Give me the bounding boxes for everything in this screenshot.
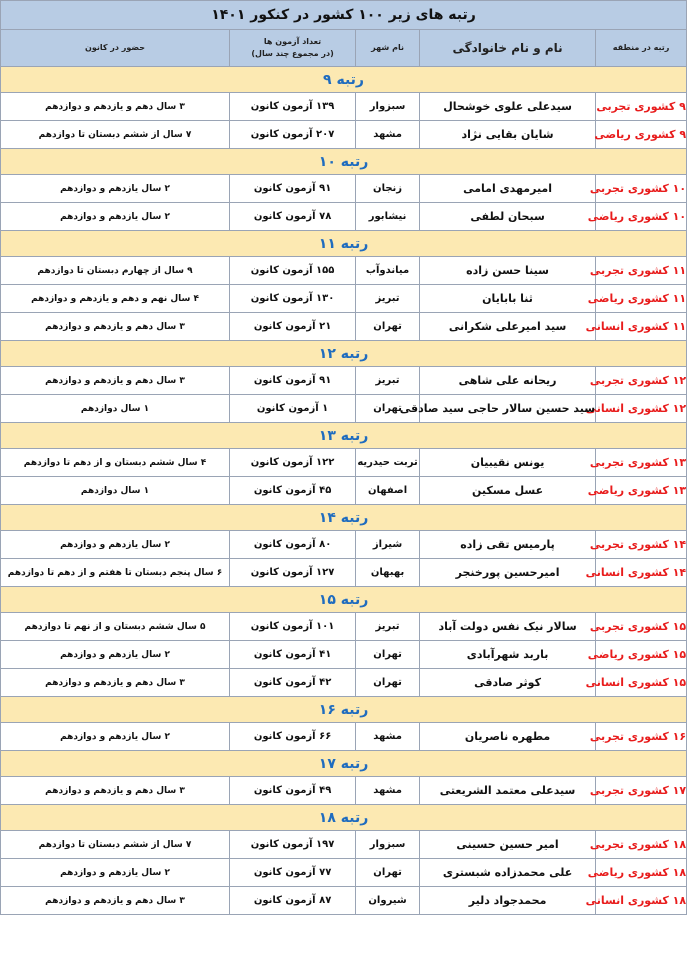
cell-region: ۱۳ کشوری تجربی xyxy=(596,449,687,477)
cell-name: امیر حسین حسینی xyxy=(420,831,596,859)
cell-city: سبزوار xyxy=(356,831,420,859)
rankings-table-body xyxy=(1,1,687,915)
cell-name: سالار نیک نفس دولت آباد xyxy=(420,613,596,641)
rank-group-label: رتبه ۱۳ xyxy=(1,423,687,449)
cell-name: عسل مسکین xyxy=(420,477,596,505)
table-row xyxy=(1,477,687,505)
cell-name: سیدعلی علوی خوشحال xyxy=(420,93,596,121)
header-row xyxy=(1,30,687,67)
rank-group-row xyxy=(1,505,687,531)
cell-name: علی محمدزاده شبستری xyxy=(420,859,596,887)
cell-region: ۱۶ کشوری تجربی xyxy=(596,723,687,751)
rank-group-label: رتبه ۱۵ xyxy=(1,587,687,613)
cell-region: ۱۸ کشوری ریاضی xyxy=(596,859,687,887)
table-row xyxy=(1,257,687,285)
cell-city: شیراز xyxy=(356,531,420,559)
table-row xyxy=(1,203,687,231)
cell-presence: ۶ سال پنجم دبستان تا هفتم و از دهم تا دوازدهم xyxy=(1,559,230,587)
header-region: رتبه در منطقه xyxy=(596,30,687,67)
cell-presence: ۲ سال یازدهم و دوازدهم xyxy=(1,203,230,231)
table-row xyxy=(1,613,687,641)
cell-name: مطهره ناصریان xyxy=(420,723,596,751)
cell-presence: ۳ سال دهم و یازدهم و دوازدهم xyxy=(1,777,230,805)
cell-name: سید امیرعلی شکرانی xyxy=(420,313,596,341)
table-row xyxy=(1,669,687,697)
cell-presence: ۷ سال از ششم دبستان تا دوازدهم xyxy=(1,121,230,149)
cell-exams: ۱۳۰ آزمون کانون xyxy=(230,285,356,313)
cell-presence: ۳ سال دهم و یازدهم و دوازدهم xyxy=(1,93,230,121)
cell-city: تهران xyxy=(356,859,420,887)
cell-region: ۱۵ کشوری ریاضی xyxy=(596,641,687,669)
cell-name: امیرمهدی امامی xyxy=(420,175,596,203)
cell-region: ۱۱ کشوری ریاضی xyxy=(596,285,687,313)
cell-city: تهران xyxy=(356,669,420,697)
table-row xyxy=(1,175,687,203)
cell-city: تربت حیدریه xyxy=(356,449,420,477)
cell-presence: ۹ سال از چهارم دبستان تا دوازدهم xyxy=(1,257,230,285)
cell-presence: ۳ سال دهم و یازدهم و دوازدهم xyxy=(1,669,230,697)
rank-group-row xyxy=(1,697,687,723)
cell-exams: ۱ آزمون کانون xyxy=(230,395,356,423)
cell-exams: ۸۰ آزمون کانون xyxy=(230,531,356,559)
cell-exams: ۴۱ آزمون کانون xyxy=(230,641,356,669)
cell-exams: ۲۱ آزمون کانون xyxy=(230,313,356,341)
cell-presence: ۲ سال یازدهم و دوازدهم xyxy=(1,531,230,559)
title-row xyxy=(1,1,687,30)
cell-city: تبریز xyxy=(356,367,420,395)
header-exams-sub: (در مجموع چند سال) xyxy=(251,49,334,58)
cell-exams: ۴۲ آزمون کانون xyxy=(230,669,356,697)
header-city: نام شهر xyxy=(356,30,420,67)
cell-name: ریحانه علی شاهی xyxy=(420,367,596,395)
cell-region: ۱۸ کشوری تجربی xyxy=(596,831,687,859)
cell-exams: ۶۶ آزمون کانون xyxy=(230,723,356,751)
cell-presence: ۴ سال نهم و دهم و یازدهم و دوازدهم xyxy=(1,285,230,313)
table-row xyxy=(1,777,687,805)
header-exams xyxy=(230,30,356,67)
cell-exams: ۴۹ آزمون کانون xyxy=(230,777,356,805)
rank-group-row xyxy=(1,341,687,367)
cell-presence: ۷ سال از ششم دبستان تا دوازدهم xyxy=(1,831,230,859)
cell-presence: ۵ سال ششم دبستان و از نهم تا دوازدهم xyxy=(1,613,230,641)
table-row xyxy=(1,449,687,477)
table-row xyxy=(1,367,687,395)
cell-name: سینا حسن زاده xyxy=(420,257,596,285)
cell-region: ۹ کشوری تجربی xyxy=(596,93,687,121)
rank-group-label: رتبه ۱۴ xyxy=(1,505,687,531)
header-presence: حضور در کانون xyxy=(1,30,230,67)
cell-exams: ۲۰۷ آزمون کانون xyxy=(230,121,356,149)
cell-city: نیشابور xyxy=(356,203,420,231)
rank-group-label: رتبه ۱۰ xyxy=(1,149,687,175)
cell-city: مشهد xyxy=(356,777,420,805)
cell-presence: ۲ سال یازدهم و دوازدهم xyxy=(1,859,230,887)
cell-region: ۱۲ کشوری تجربی xyxy=(596,367,687,395)
cell-exams: ۱۲۷ آزمون کانون xyxy=(230,559,356,587)
table-row xyxy=(1,723,687,751)
cell-name: پارمیس تقی زاده xyxy=(420,531,596,559)
rank-group-label: رتبه ۱۱ xyxy=(1,231,687,257)
cell-name: یونس نقیبیان xyxy=(420,449,596,477)
rank-group-label: رتبه ۱۸ xyxy=(1,805,687,831)
cell-city: تهران xyxy=(356,641,420,669)
rank-group-row xyxy=(1,751,687,777)
rank-group-label: رتبه ۹ xyxy=(1,67,687,93)
cell-name: باربد شهرآبادی xyxy=(420,641,596,669)
cell-region: ۱۱ کشوری تجربی xyxy=(596,257,687,285)
cell-presence: ۳ سال دهم و یازدهم و دوازدهم xyxy=(1,887,230,915)
cell-exams: ۱۲۲ آزمون کانون xyxy=(230,449,356,477)
rank-group-label: رتبه ۱۲ xyxy=(1,341,687,367)
cell-exams: ۱۵۵ آزمون کانون xyxy=(230,257,356,285)
cell-presence: ۲ سال یازدهم و دوازدهم xyxy=(1,175,230,203)
cell-city: تبریز xyxy=(356,285,420,313)
cell-city: تهران xyxy=(356,395,420,423)
rank-group-row xyxy=(1,587,687,613)
cell-presence: ۳ سال دهم و یازدهم و دوازدهم xyxy=(1,313,230,341)
cell-exams: ۹۱ آزمون کانون xyxy=(230,367,356,395)
table-row xyxy=(1,831,687,859)
cell-presence: ۴ سال ششم دبستان و از دهم تا دوازدهم xyxy=(1,449,230,477)
cell-name: سبحان لطفی xyxy=(420,203,596,231)
cell-region: ۱۵ کشوری تجربی xyxy=(596,613,687,641)
cell-city: اصفهان xyxy=(356,477,420,505)
rank-group-row xyxy=(1,231,687,257)
cell-exams: ۱۹۷ آزمون کانون xyxy=(230,831,356,859)
cell-name: امیرحسین پورخنجر xyxy=(420,559,596,587)
cell-city: زنجان xyxy=(356,175,420,203)
cell-region: ۱۸ کشوری انسانی xyxy=(596,887,687,915)
cell-exams: ۷۷ آزمون کانون xyxy=(230,859,356,887)
rank-group-row xyxy=(1,67,687,93)
cell-region: ۱۴ کشوری انسانی xyxy=(596,559,687,587)
cell-name: سید حسین سالار حاجی سید صادقی xyxy=(420,395,596,423)
cell-city: مشهد xyxy=(356,723,420,751)
cell-city: بهبهان xyxy=(356,559,420,587)
cell-region: ۱۱ کشوری انسانی xyxy=(596,313,687,341)
table-row xyxy=(1,559,687,587)
cell-region: ۱۴ کشوری تجربی xyxy=(596,531,687,559)
cell-name: سیدعلی معتمد الشریعتی xyxy=(420,777,596,805)
cell-region: ۱۰ کشوری ریاضی xyxy=(596,203,687,231)
table-row xyxy=(1,859,687,887)
rank-group-row xyxy=(1,805,687,831)
rank-group-row xyxy=(1,423,687,449)
cell-exams: ۹۱ آزمون کانون xyxy=(230,175,356,203)
table-row xyxy=(1,531,687,559)
cell-city: میاندوآب xyxy=(356,257,420,285)
cell-region: ۱۷ کشوری تجربی xyxy=(596,777,687,805)
cell-name: محمدجواد دلیر xyxy=(420,887,596,915)
cell-presence: ۲ سال یازدهم و دوازدهم xyxy=(1,641,230,669)
table-row xyxy=(1,93,687,121)
cell-presence: ۱ سال دوازدهم xyxy=(1,477,230,505)
header-name: نام و نام خانوادگی xyxy=(420,30,596,67)
cell-exams: ۸۷ آزمون کانون xyxy=(230,887,356,915)
table-row xyxy=(1,313,687,341)
table-row xyxy=(1,641,687,669)
table-row xyxy=(1,887,687,915)
cell-region: ۱۲ کشوری انسانی xyxy=(596,395,687,423)
header-exams-label: تعداد آزمون ها xyxy=(263,37,322,46)
cell-exams: ۴۵ آزمون کانون xyxy=(230,477,356,505)
page-title: رتبه های زیر ۱۰۰ کشور در کنکور ۱۴۰۱ xyxy=(1,1,687,30)
cell-city: تبریز xyxy=(356,613,420,641)
cell-exams: ۱۳۹ آزمون کانون xyxy=(230,93,356,121)
rank-group-label: رتبه ۱۶ xyxy=(1,697,687,723)
table-row xyxy=(1,285,687,313)
cell-region: ۱۰ کشوری تجربی xyxy=(596,175,687,203)
cell-presence: ۱ سال دوازدهم xyxy=(1,395,230,423)
cell-region: ۱۵ کشوری انسانی xyxy=(596,669,687,697)
cell-presence: ۳ سال دهم و یازدهم و دوازدهم xyxy=(1,367,230,395)
cell-city: تهران xyxy=(356,313,420,341)
table-row xyxy=(1,121,687,149)
cell-presence: ۲ سال یازدهم و دوازدهم xyxy=(1,723,230,751)
cell-region: ۱۳ کشوری ریاضی xyxy=(596,477,687,505)
cell-city: مشهد xyxy=(356,121,420,149)
rank-group-label: رتبه ۱۷ xyxy=(1,751,687,777)
rank-group-row xyxy=(1,149,687,175)
cell-name: شایان بقایی نژاد xyxy=(420,121,596,149)
cell-city: سبزوار xyxy=(356,93,420,121)
cell-exams: ۷۸ آزمون کانون xyxy=(230,203,356,231)
cell-name: ثنا بابایان xyxy=(420,285,596,313)
table-row xyxy=(1,395,687,423)
cell-name: کوثر صادقی xyxy=(420,669,596,697)
cell-exams: ۱۰۱ آزمون کانون xyxy=(230,613,356,641)
cell-city: شیروان xyxy=(356,887,420,915)
cell-region: ۹ کشوری ریاضی xyxy=(596,121,687,149)
